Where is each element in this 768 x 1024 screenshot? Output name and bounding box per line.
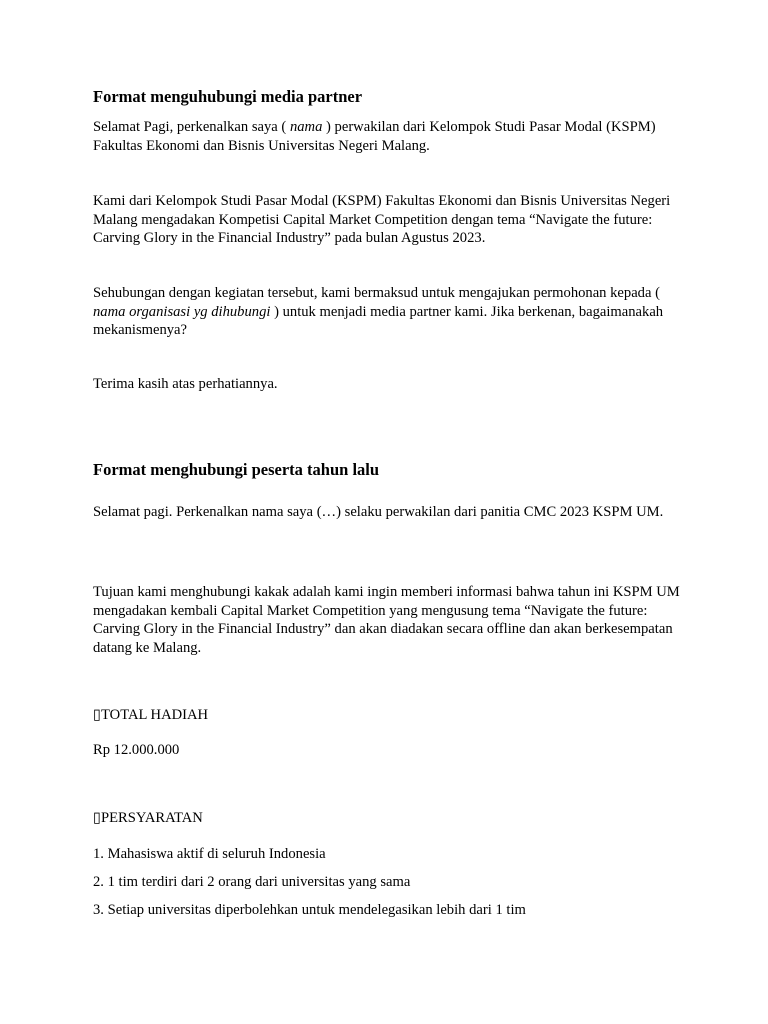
paragraph-introduction	[93, 118, 683, 155]
section-heading-media-partner: Format menguhubungi media partner	[93, 87, 363, 106]
paragraph-request	[93, 284, 683, 340]
intro-text-end: ) perwakilan dari Kelompok Studi Pasar Modal (KSPM) Fakultas Ekonomi dan Bisnis Universitas Negeri Malang.	[93, 119, 656, 154]
missing-glyph-icon: ▯	[93, 707, 102, 723]
prize-value: Rp 12.000.000	[93, 742, 180, 758]
paragraph-purpose: Tujuan kami menghubungi kakak adalah kami ingin memberi informasi bahwa tahun ini KSPM UM mengadakan kembali Capital Market Competition yang mengusung tema “Navigate the future: Carving Glory in the Financial Industry” dan akan diadakan secara offline dan akan berkesempatan datang ke Malang.	[93, 584, 680, 656]
missing-glyph-icon: ▯	[93, 810, 102, 826]
intro-text-start: Selamat Pagi, perkenalkan saya (	[93, 119, 290, 135]
requirements-label: ▯PERSYARATAN	[93, 810, 203, 826]
list-item: 2. 1 tim terdiri dari 2 orang dari universitas yang sama	[93, 874, 411, 890]
paragraph-thanks: Terima kasih atas perhatiannya.	[93, 376, 278, 392]
request-text-end: ) untuk menjadi media partner kami. Jika berkenan, bagaimanakah mekanismenya?	[93, 303, 664, 338]
list-item: 3. Setiap universitas diperbolehkan untuk mendelegasikan lebih dari 1 tim	[93, 902, 526, 918]
list-item: 1. Mahasiswa aktif di seluruh Indonesia	[93, 846, 326, 862]
request-text-start: Sehubungan dengan kegiatan tersebut, kami bermaksud untuk mengajukan permohonan kepada (	[93, 285, 660, 301]
organization-placeholder: nama organisasi yg dihubungi	[93, 303, 271, 320]
paragraph-greeting: Selamat pagi. Perkenalkan nama saya (…) selaku perwakilan dari panitia CMC 2023 KSPM UM.	[93, 504, 664, 520]
paragraph-event-info: Kami dari Kelompok Studi Pasar Modal (KSPM) Fakultas Ekonomi dan Bisnis Universitas Negeri Malang mengadakan Kompetisi Capital Market Competition dengan tema “Navigate the future: Carving Glory in the Financial Industry” pada bulan Agustus 2023.	[93, 193, 671, 246]
section-heading-past-participants: Format menghubungi peserta tahun lalu	[93, 460, 380, 479]
name-placeholder: nama	[289, 119, 323, 135]
prize-label: ▯TOTAL HADIAH	[93, 707, 209, 723]
